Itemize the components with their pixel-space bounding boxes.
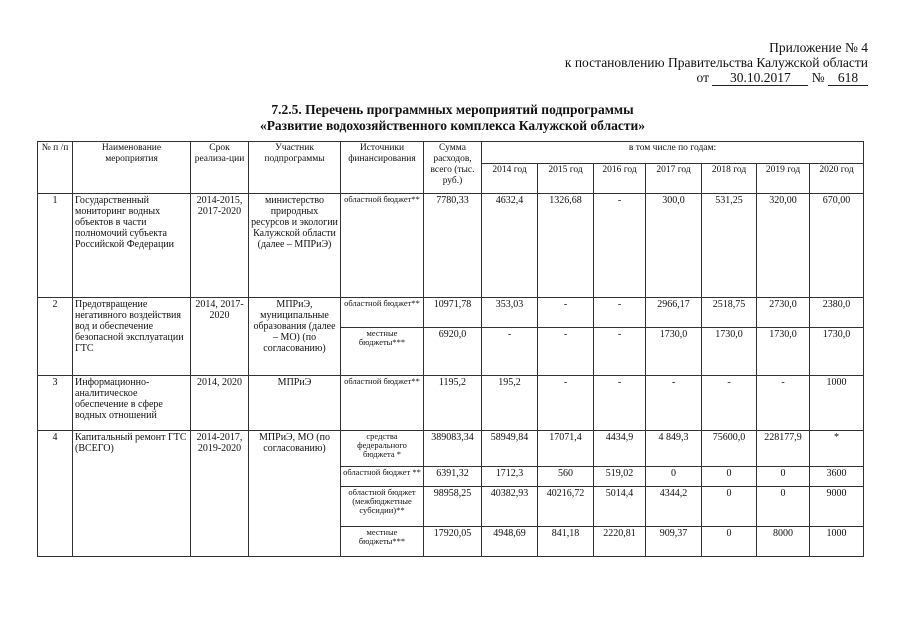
row-year-value: 195,2: [482, 376, 538, 431]
row-name: Предотвращение негативного воздействия вод и обеспечение безопасной эксплуатации ГТС: [73, 298, 191, 376]
row-name: Капитальный ремонт ГТС (ВСЕГО): [73, 431, 191, 557]
row-source: областной бюджет (межбюджетные субсидии)**: [341, 487, 424, 527]
row-num: 2: [38, 298, 73, 376]
row-total: 6391,32: [424, 467, 482, 487]
row-year-value: 1730,0: [646, 328, 702, 376]
decree-date: 30.10.2017: [712, 70, 808, 86]
title-line2: «Развитие водохозяйственного комплекса Калужской области»: [259, 118, 646, 133]
header-num: № п /п: [38, 142, 73, 194]
row-total: 7780,33: [424, 194, 482, 298]
row-source: местные бюджеты***: [341, 328, 424, 376]
row-year-value: 320,00: [757, 194, 810, 298]
row-year-value: 1730,0: [810, 328, 864, 376]
row-year-value: 75600,0: [702, 431, 757, 467]
row-term: 2014-2015, 2017-2020: [191, 194, 249, 298]
header-year: 2019 год: [757, 164, 810, 194]
row-year-value: -: [594, 328, 646, 376]
row-year-value: 0: [757, 467, 810, 487]
row-year-value: 5014,4: [594, 487, 646, 527]
row-year-value: 58949,84: [482, 431, 538, 467]
decree-number: 618: [828, 70, 868, 86]
row-source: областной бюджет **: [341, 467, 424, 487]
table-row: [38, 298, 864, 328]
row-year-value: 3600: [810, 467, 864, 487]
row-participant: МПРиЭ, МО (по согласованию): [249, 431, 341, 557]
row-participant: МПРиЭ: [249, 376, 341, 431]
row-term: 2014, 2017-2020: [191, 298, 249, 376]
row-source: областной бюджет**: [341, 194, 424, 298]
header-total: Сумма расходов, всего (тыс. руб.): [424, 142, 482, 194]
row-year-value: -: [646, 376, 702, 431]
row-year-value: 2220,81: [594, 527, 646, 557]
row-year-value: 1730,0: [702, 328, 757, 376]
row-year-value: -: [594, 194, 646, 298]
row-year-value: 300,0: [646, 194, 702, 298]
row-num: 1: [38, 194, 73, 298]
row-term: 2014, 2020: [191, 376, 249, 431]
row-year-value: 1712,3: [482, 467, 538, 487]
header-term: Срок реализа-ции: [191, 142, 249, 194]
row-total: 1195,2: [424, 376, 482, 431]
row-year-value: 17071,4: [538, 431, 594, 467]
row-year-value: 519,02: [594, 467, 646, 487]
row-year-value: 2966,17: [646, 298, 702, 328]
row-year-value: 4434,9: [594, 431, 646, 467]
row-year-value: 2380,0: [810, 298, 864, 328]
title-line1: 7.2.5. Перечень программных мероприятий подпрограммы: [271, 102, 634, 117]
row-year-value: 40382,93: [482, 487, 538, 527]
row-year-value: 4344,2: [646, 487, 702, 527]
row-source: областной бюджет**: [341, 298, 424, 328]
row-source: местные бюджеты***: [341, 527, 424, 557]
row-year-value: 2518,75: [702, 298, 757, 328]
header-by-years: в том числе по годам:: [482, 142, 864, 164]
row-total: 6920,0: [424, 328, 482, 376]
header-year: 2016 год: [594, 164, 646, 194]
row-year-value: 841,18: [538, 527, 594, 557]
row-year-value: 1326,68: [538, 194, 594, 298]
row-year-value: -: [538, 328, 594, 376]
row-year-value: 9000: [810, 487, 864, 527]
appendix-line2: к постановлению Правительства Калужской области: [564, 55, 868, 70]
number-prefix: №: [811, 70, 825, 85]
header-name: Наименование мероприятия: [73, 142, 191, 194]
row-year-value: 4632,4: [482, 194, 538, 298]
row-year-value: 0: [646, 467, 702, 487]
appendix-line1: Приложение № 4: [769, 40, 868, 55]
page-title: [0, 102, 905, 134]
row-total: 17920,05: [424, 527, 482, 557]
row-year-value: 909,37: [646, 527, 702, 557]
row-year-value: -: [757, 376, 810, 431]
row-year-value: 2730,0: [757, 298, 810, 328]
row-total: 10971,78: [424, 298, 482, 328]
row-year-value: 0: [702, 487, 757, 527]
appendix-header: [565, 40, 868, 86]
row-source: средства федерального бюджета *: [341, 431, 424, 467]
table-row: [38, 431, 864, 467]
row-year-value: 1000: [810, 527, 864, 557]
row-name: Государственный мониторинг водных объектов в части полномочий субъекта Российской Федерации: [73, 194, 191, 298]
header-year: 2020 год: [810, 164, 864, 194]
row-year-value: -: [594, 298, 646, 328]
row-year-value: -: [482, 328, 538, 376]
row-year-value: 0: [702, 527, 757, 557]
from-prefix: от: [696, 70, 709, 85]
row-year-value: 1000: [810, 376, 864, 431]
row-year-value: -: [702, 376, 757, 431]
table-row: [38, 376, 864, 431]
row-year-value: -: [538, 298, 594, 328]
measures-table: [37, 141, 864, 557]
row-year-value: 0: [702, 467, 757, 487]
row-num: 4: [38, 431, 73, 557]
row-year-value: 353,03: [482, 298, 538, 328]
row-year-value: 4948,69: [482, 527, 538, 557]
row-total: 389083,34: [424, 431, 482, 467]
table-row: [38, 194, 864, 298]
row-year-value: 4 849,3: [646, 431, 702, 467]
row-year-value: *: [810, 431, 864, 467]
row-year-value: 40216,72: [538, 487, 594, 527]
header-year: 2015 год: [538, 164, 594, 194]
row-year-value: 560: [538, 467, 594, 487]
row-year-value: 531,25: [702, 194, 757, 298]
header-participant: Участник подпрограммы: [249, 142, 341, 194]
row-year-value: 8000: [757, 527, 810, 557]
row-year-value: 1730,0: [757, 328, 810, 376]
appendix-line3: [565, 70, 868, 86]
header-year: 2017 год: [646, 164, 702, 194]
header-sources: Источники финансирования: [341, 142, 424, 194]
row-total: 98958,25: [424, 487, 482, 527]
header-year: 2014 год: [482, 164, 538, 194]
row-participant: министерство природных ресурсов и экологии Калужской области (далее – МПРиЭ): [249, 194, 341, 298]
row-name: Информационно-аналитическое обеспечение в сфере водных отношений: [73, 376, 191, 431]
row-term: 2014-2017, 2019-2020: [191, 431, 249, 557]
row-year-value: 670,00: [810, 194, 864, 298]
row-year-value: 228177,9: [757, 431, 810, 467]
row-year-value: -: [594, 376, 646, 431]
header-year: 2018 год: [702, 164, 757, 194]
row-year-value: 0: [757, 487, 810, 527]
row-num: 3: [38, 376, 73, 431]
row-year-value: -: [538, 376, 594, 431]
row-source: областной бюджет**: [341, 376, 424, 431]
row-participant: МПРиЭ, муниципальные образования (далее – МО) (по согласованию): [249, 298, 341, 376]
